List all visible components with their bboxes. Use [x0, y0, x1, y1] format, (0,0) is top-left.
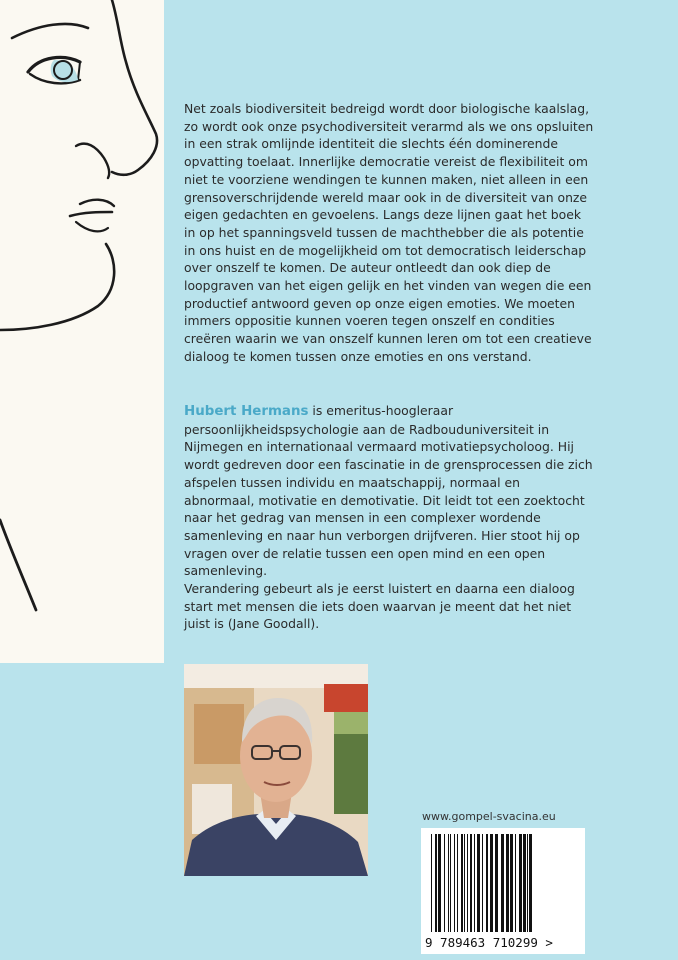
face-profile-icon — [0, 0, 164, 663]
barcode-bar — [474, 834, 475, 932]
author-name: Hubert Hermans — [184, 404, 309, 419]
barcode-bar — [457, 834, 458, 932]
barcode-bar — [464, 834, 465, 932]
barcode-bar — [431, 834, 432, 932]
barcode-bar — [506, 834, 509, 932]
barcode-bar — [523, 834, 526, 932]
barcode-icon — [427, 834, 579, 934]
blurb-paragraph: Net zoals biodiversiteit bedreigd wordt door biologische kaalslag, zo wordt ook onze psychodiversiteit verarmd als we ons opsluiten in een strak omlijnde identiteit die slechts één dominerende opvatting toelaat. Innerlijke democratie vereist de flexibiliteit om niet te voorziene wendingen te kunnen maken, niet alleen in een grensoverschrijdende wereld maar ook in de diversiteit van onze eigen gedachten en gevoelens. Langs deze lijnen gaat het boek in op het spanningsveld tussen de machthebber die als potentie in ons huist en de mogelijkheid om tot democratisch leiderschap over onszelf te komen. De auteur ontleedt dan ook diep de loopgraven van het eigen gelijk en het vinden van wegen die een productief antwoord geven op onze eigen emoties. We moeten immers oppositie kunnen voeren tegen onszelf en condities creëren waarin we van onszelf kunnen leren om tot een creatieve dialoog te komen tussen onze emoties en ons verstand. — [184, 101, 594, 364]
barcode-bar — [510, 834, 513, 932]
barcode-bar — [490, 834, 493, 932]
barcode-bar — [450, 834, 451, 932]
barcode-bar — [501, 834, 504, 932]
barcode-bar — [448, 834, 449, 932]
barcode-bar — [444, 834, 445, 932]
author-portrait-icon — [184, 664, 368, 876]
barcode-bar — [467, 834, 468, 932]
barcode-bar — [470, 834, 472, 932]
author-quote: Verandering gebeurt als je eerst luistert en daarna een dialoog start met mensen die iets doen waarvan je meent dat het niet juist is (Jane Goodall). — [184, 581, 575, 632]
publisher-website: www.gompel-svacina.eu — [422, 810, 556, 823]
barcode-bar — [527, 834, 528, 932]
barcode-bar — [435, 834, 437, 932]
author-photo — [184, 664, 368, 876]
barcode-bar — [461, 834, 463, 932]
illustration-panel — [0, 0, 164, 663]
barcode-bar — [529, 834, 532, 932]
barcode-bar — [454, 834, 455, 932]
barcode-bar — [519, 834, 522, 932]
barcode-bar — [515, 834, 516, 932]
barcode-bar — [477, 834, 480, 932]
barcode-bar — [438, 834, 441, 932]
isbn-barcode — [421, 828, 585, 954]
barcode-bar — [486, 834, 488, 932]
author-bio-paragraph — [184, 402, 594, 633]
barcode-bar — [482, 834, 483, 932]
isbn-number: 9 789463 710299 > — [425, 935, 553, 950]
author-bio: is emeritus-hoogleraar persoonlijkheidspsychologie aan de Radbouduniversiteit in Nijmegen en internationaal vermaard motivatiepsycholoog. Hij wordt gedreven door een fascinatie in de grensprocessen die zich afspelen tussen individu en maatschappij, normaal en abnormaal, motivatie en demotivatie. Dit leidt tot een zoektocht naar het gedrag van mensen in een complexer wordende samenleving en naar hun verborgen drijfveren. Hier stoot hij op vragen over de relatie tussen een open mind en een open samenleving. — [184, 403, 593, 579]
barcode-bar — [495, 834, 498, 932]
